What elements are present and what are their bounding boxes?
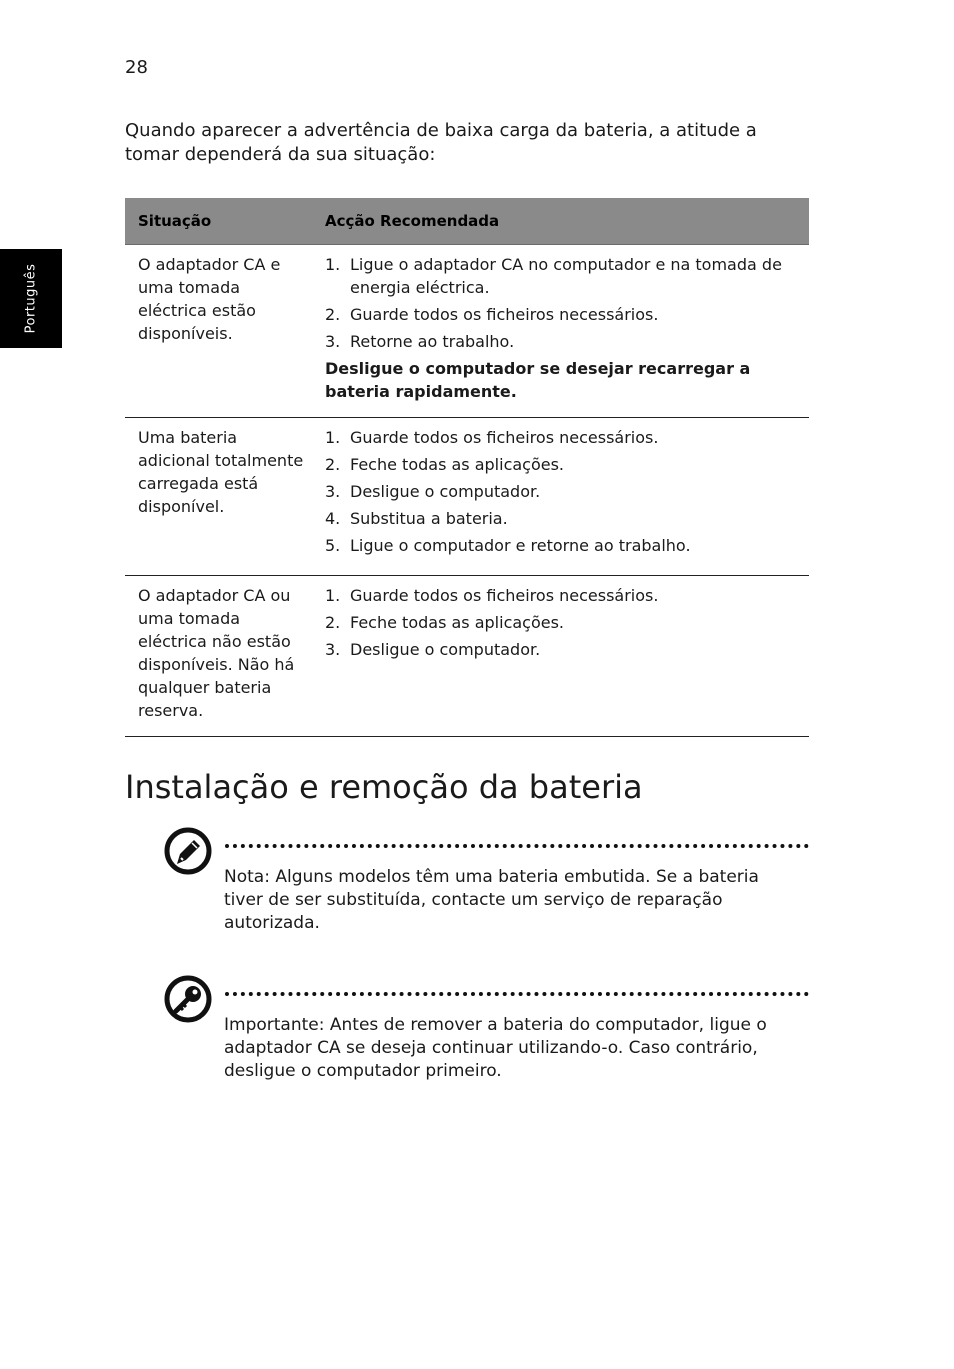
note-divider	[225, 844, 809, 848]
key-icon	[163, 974, 213, 1024]
list-item: 2. Feche todas as aplicações.	[325, 455, 565, 474]
language-side-tab	[0, 249, 62, 348]
section-title: Instalação e remoção da bateria	[125, 768, 643, 806]
note-label: Nota:	[224, 867, 270, 887]
header-action: Acção Recomendada	[312, 198, 809, 245]
table-row	[125, 418, 809, 576]
important-body: Antes de remover a bateria do computador, ligue o adaptador CA se deseja continuar utilizando-o. Caso contrário, desligue o computador primeiro.	[224, 1015, 767, 1081]
important-label: Importante:	[224, 1015, 325, 1035]
list-item: 3. Desligue o computador.	[325, 482, 541, 501]
table-row	[125, 245, 809, 418]
action-cell	[312, 418, 809, 576]
recharge-note: Desligue o computador se desejar recarregar a bateria rapidamente.	[325, 359, 751, 401]
situation-cell: O adaptador CA ou uma tomada eléctrica não estão disponíveis. Não há qualquer bateria reserva.	[125, 576, 312, 737]
steps-list	[325, 426, 799, 557]
important-callout	[163, 974, 813, 1104]
note-body: Alguns modelos têm uma bateria embutida. Se a bateria tiver de ser substituída, contacte um serviço de reparação autorizada.	[224, 867, 759, 933]
list-item: 1. Guarde todos os ficheiros necessários.	[325, 428, 659, 447]
steps-list	[325, 253, 799, 353]
header-situation: Situação	[125, 198, 312, 245]
action-cell	[312, 245, 809, 418]
list-item: 4. Substitua a bateria.	[325, 509, 508, 528]
situation-cell: O adaptador CA e uma tomada eléctrica estão disponíveis.	[125, 245, 312, 418]
page-number: 28	[125, 57, 148, 78]
list-item: 5. Ligue o computador e retorne ao trabalho.	[325, 536, 691, 555]
important-text	[224, 1014, 794, 1083]
list-item: 2. Feche todas as aplicações.	[325, 613, 565, 632]
side-tab-label: Português	[23, 263, 39, 334]
list-item: 2. Guarde todos os ficheiros necessários.	[325, 305, 659, 324]
note-callout	[163, 826, 813, 956]
table-row	[125, 576, 809, 737]
steps-list	[325, 584, 799, 661]
intro-paragraph: Quando aparecer a advertência de baixa carga da bateria, a atitude a tomar dependerá da sua situação:	[125, 120, 757, 165]
list-item: 3. Desligue o computador.	[325, 640, 541, 659]
list-item: 1. Guarde todos os ficheiros necessários.	[325, 586, 659, 605]
table-header-row	[125, 198, 809, 245]
list-item: 1. Ligue o adaptador CA no computador e na tomada de energia eléctrica.	[325, 255, 782, 297]
pencil-note-icon	[163, 826, 213, 876]
battery-action-table	[125, 198, 809, 737]
action-cell	[312, 576, 809, 737]
note-text	[224, 866, 794, 935]
situation-cell: Uma bateria adicional totalmente carregada está disponível.	[125, 418, 312, 576]
important-divider	[225, 992, 809, 996]
list-item: 3. Retorne ao trabalho.	[325, 332, 515, 351]
